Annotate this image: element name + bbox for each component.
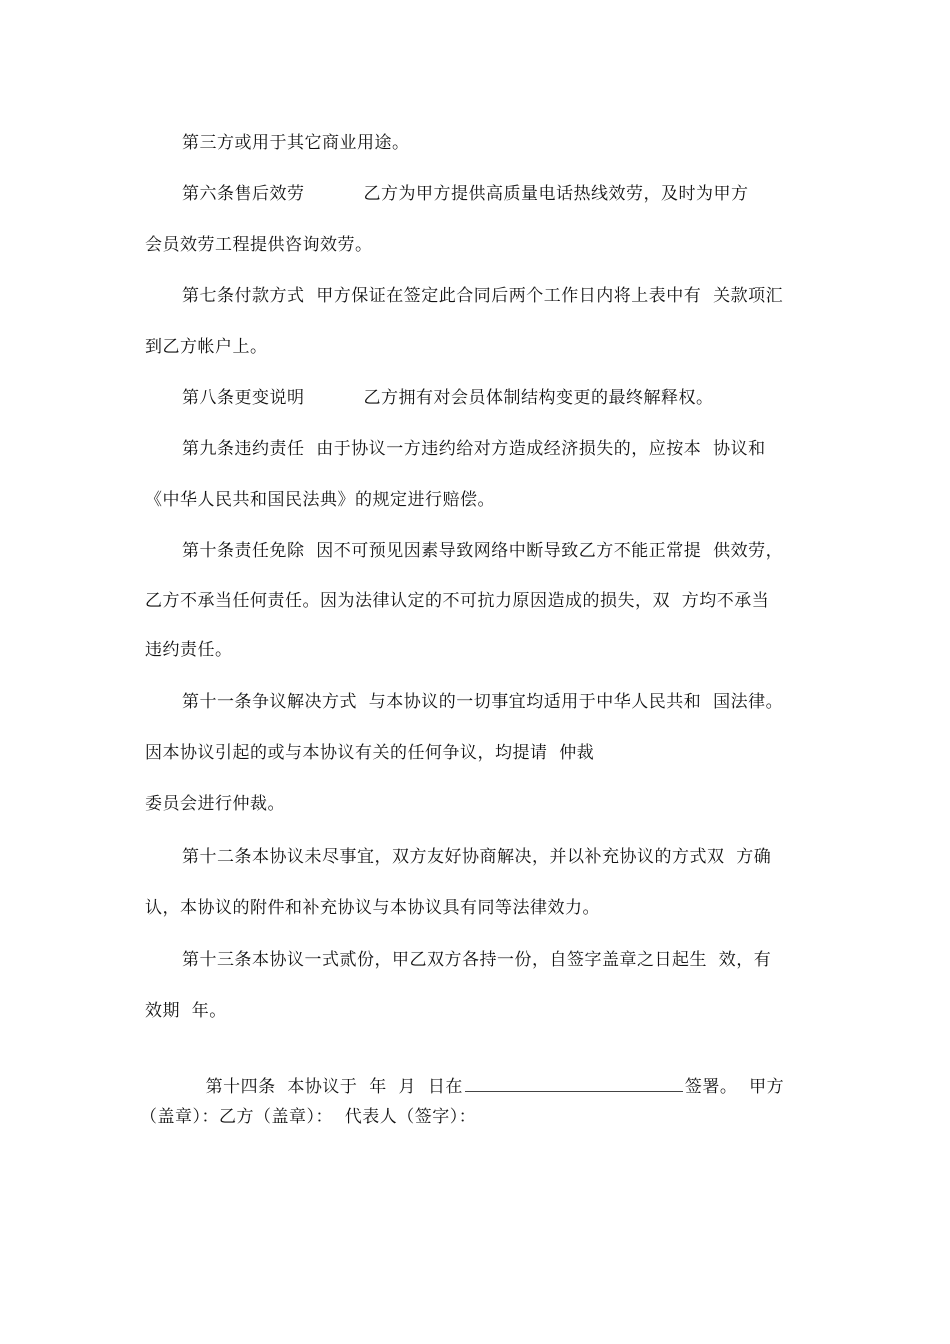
paragraph-line: 会员效劳工程提供咨询效劳。 <box>145 235 373 255</box>
paragraph-line: 违约责任。 <box>145 640 233 660</box>
paragraph-line: 第十条责任免除 因不可预见因素导致网络中断导致乙方不能正常提 供效劳， <box>182 541 784 561</box>
paragraph-line: 第三方或用于其它商业用途。 <box>182 133 410 153</box>
paragraph-line: 《中华人民共和国民法典》的规定进行赔偿。 <box>145 490 495 510</box>
signing-text-before: 第十四条 本协议于 年 月 日在 <box>205 1077 463 1097</box>
paragraph-line: 委员会进行仲裁。 <box>145 794 285 814</box>
paragraph-line: 效期 年。 <box>145 1001 227 1021</box>
paragraph-line: 第六条售后效劳 乙方为甲方提供高质量电话热线效劳，及时为甲方 <box>182 184 749 204</box>
paragraph-line: 因本协议引起的或与本协议有关的任何争议，均提请 仲裁 <box>145 743 595 763</box>
paragraph-line: 第十三条本协议一式贰份，甲乙双方各持一份，自签字盖章之日起生 效，有 <box>182 950 772 970</box>
signing-text-after: 签署。 甲方 <box>684 1077 785 1097</box>
signature-line: （盖章）：乙方（盖章）： 代表人（签字）： <box>140 1107 477 1127</box>
paragraph-line: 认，本协议的附件和补充协议与本协议具有同等法律效力。 <box>145 898 600 918</box>
paragraph-line: 第十一条争议解决方式 与本协议的一切事宜均适用于中华人民共和 国法律。 <box>182 692 784 712</box>
paragraph-line: 到乙方帐户上。 <box>145 337 268 357</box>
paragraph-line: 第十二条本协议未尽事宜，双方友好协商解决，并以补充协议的方式双 方确 <box>182 847 772 867</box>
signing-place-blank <box>465 1075 683 1092</box>
paragraph-line: 乙方不承当任何责任。因为法律认定的不可抗力原因造成的损失，双 方均不承当 <box>145 591 770 611</box>
paragraph-line: 第七条付款方式 甲方保证在签定此合同后两个工作日内将上表中有 关款项汇 <box>182 286 784 306</box>
paragraph-line: 第九条违约责任 由于协议一方违约给对方造成经济损失的，应按本 协议和 <box>182 439 766 459</box>
paragraph-line: 第八条更变说明 乙方拥有对会员体制结构变更的最终解释权。 <box>182 388 714 408</box>
